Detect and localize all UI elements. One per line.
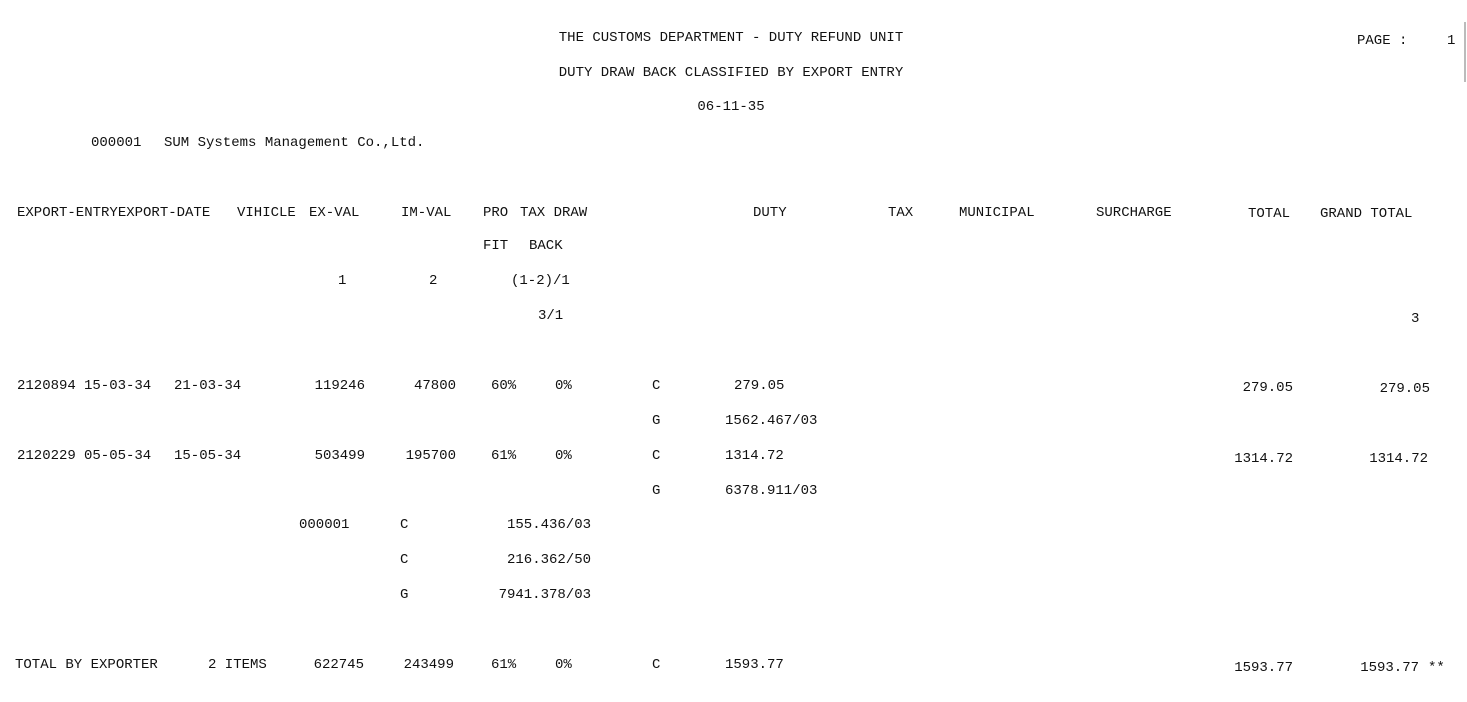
total-im-val: 243499 [403, 657, 454, 673]
col-total: TOTAL [1248, 206, 1291, 222]
row-duty-code: C [652, 448, 661, 464]
total-tax-draw-back: 0% [555, 657, 572, 673]
subtotal-line-code: C [400, 517, 409, 533]
row-total: 1314.72 [1234, 451, 1293, 467]
subtotal-line-code: G [400, 587, 409, 603]
row-entry: 2120894 [17, 378, 76, 394]
col-fit: FIT [483, 238, 509, 254]
col-export-entry-date: EXPORT-ENTRYEXPORT-DATE [17, 205, 211, 221]
row-tax-draw-back: 0% [555, 448, 572, 464]
col-municipal: MUNICIPAL [959, 205, 1035, 221]
col-ex-val: EX-VAL [309, 205, 360, 221]
report-date: 06-11-35 [697, 99, 765, 115]
row-export-date: 15-03-34 [84, 378, 152, 394]
report-subtitle: DUTY DRAW BACK CLASSIFIED BY EXPORT ENTRY [558, 65, 904, 81]
row-duty-code: C [652, 378, 661, 394]
exporter-name: SUM Systems Management Co.,Ltd. [164, 135, 425, 151]
total-duty-code: C [652, 657, 661, 673]
row-ex-val: 503499 [314, 448, 365, 464]
row-vihicle: 15-05-34 [174, 448, 242, 464]
subtotal-code: 000001 [299, 517, 350, 533]
col-formula-profit: (1-2)/1 [511, 273, 570, 289]
subtotal-line-amount: 7941.378/03 [498, 587, 591, 603]
col-vihicle: VIHICLE [237, 205, 296, 221]
col-tax: TAX [888, 205, 914, 221]
scan-edge-mark [1464, 22, 1466, 82]
row-grand-total: 279.05 [1379, 381, 1430, 397]
row-duty-code: G [652, 413, 661, 429]
row-profit: 61% [491, 448, 517, 464]
total-profit: 61% [491, 657, 517, 673]
total-total: 1593.77 [1234, 660, 1293, 676]
row-total: 279.05 [1242, 380, 1293, 396]
row-duty-amount: 1314.72 [725, 448, 784, 464]
total-ex-val: 622745 [313, 657, 364, 673]
row-vihicle: 21-03-34 [174, 378, 242, 394]
row-duty-amount: 279.05 [734, 378, 785, 394]
row-im-val: 195700 [405, 448, 456, 464]
total-duty-amount: 1593.77 [725, 657, 784, 673]
row-duty-amount: 6378.911/03 [725, 483, 818, 499]
subtotal-line-amount: 216.362/50 [506, 552, 591, 568]
col-number-ex-val: 1 [338, 273, 347, 289]
subtotal-line-code: C [400, 552, 409, 568]
report-title: THE CUSTOMS DEPARTMENT - DUTY REFUND UNIT [558, 30, 904, 46]
col-surcharge: SURCHARGE [1096, 205, 1172, 221]
row-duty-amount: 1562.467/03 [725, 413, 818, 429]
col-im-val: IM-VAL [401, 205, 452, 221]
row-tax-draw-back: 0% [555, 378, 572, 394]
row-grand-total: 1314.72 [1369, 451, 1428, 467]
row-export-date: 05-05-34 [84, 448, 152, 464]
subtotal-line-amount: 155.436/03 [506, 517, 591, 533]
row-ex-val: 119246 [314, 378, 365, 394]
col-grand-total: GRAND TOTAL [1320, 206, 1413, 222]
total-label: TOTAL BY EXPORTER [15, 657, 158, 673]
exporter-code: 000001 [91, 135, 142, 151]
col-pro: PRO [483, 205, 509, 221]
total-items: 2 ITEMS [208, 657, 267, 673]
col-number-grand-total: 3 [1411, 311, 1420, 327]
total-marker: ** [1428, 660, 1445, 676]
col-tax-draw: TAX DRAW [520, 205, 588, 221]
col-formula-draw-back: 3/1 [538, 308, 564, 324]
col-duty: DUTY [753, 205, 787, 221]
row-duty-code: G [652, 483, 661, 499]
row-im-val: 47800 [413, 378, 456, 394]
page-label: PAGE : [1357, 33, 1408, 49]
page-number: 1 [1447, 33, 1456, 49]
col-number-im-val: 2 [429, 273, 438, 289]
row-entry: 2120229 [17, 448, 76, 464]
col-back: BACK [529, 238, 563, 254]
row-profit: 60% [491, 378, 517, 394]
total-grand-total: 1593.77 [1360, 660, 1419, 676]
